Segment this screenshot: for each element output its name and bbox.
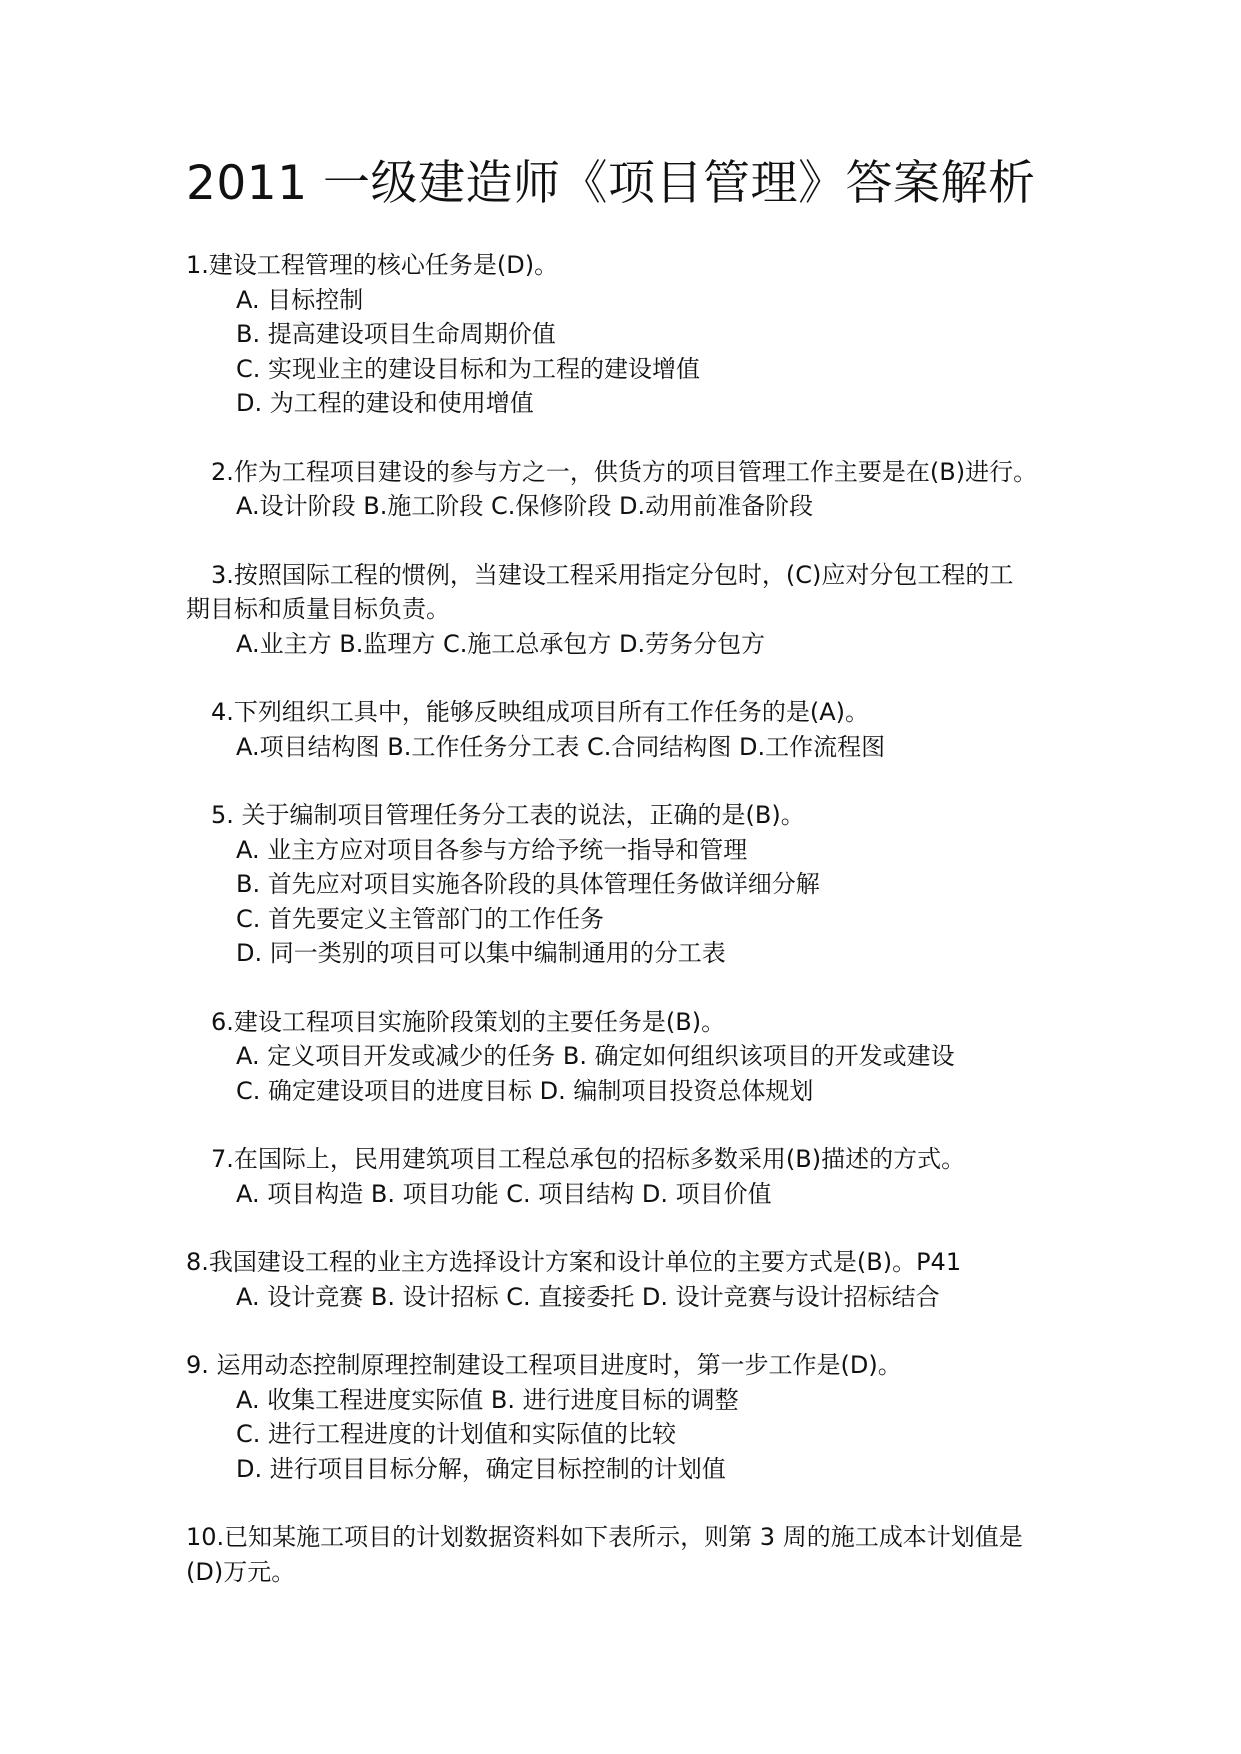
question-option: C. 实现业主的建设目标和为工程的建设增值 bbox=[236, 354, 701, 383]
question-option: A. 收集工程进度实际值 B. 进行进度目标的调整 bbox=[236, 1385, 739, 1414]
question-stem: 1.建设工程管理的核心任务是(D)。 bbox=[186, 251, 559, 279]
question-option: D. 为工程的建设和使用增值 bbox=[236, 389, 534, 417]
question-stem: 9. 运用动态控制原理控制建设工程项目进度时，第一步工作是(D)。 bbox=[186, 1351, 902, 1379]
question-option: A.项目结构图 B.工作任务分工表 C.合同结构图 D.工作流程图 bbox=[236, 732, 886, 761]
question-option: C. 进行工程进度的计划值和实际值的比较 bbox=[236, 1420, 677, 1448]
question-3 bbox=[186, 558, 1056, 662]
question-option: A. 业主方应对项目各参与方给予统一指导和管理 bbox=[236, 835, 748, 864]
question-option: A. 设计竞赛 B. 设计招标 C. 直接委托 D. 设计竞赛与设计招标结合 bbox=[236, 1282, 940, 1311]
question-stem-continuation: (D)万元。 bbox=[186, 1557, 296, 1586]
question-stem: 7.在国际上，民用建筑项目工程总承包的招标多数采用(B)描述的方式。 bbox=[211, 1145, 966, 1173]
question-1 bbox=[186, 248, 1056, 421]
question-option: A. 定义项目开发或减少的任务 B. 确定如何组织该项目的开发或建设 bbox=[236, 1042, 955, 1070]
question-option: B. 提高建设项目生命周期价值 bbox=[236, 320, 556, 348]
question-4 bbox=[186, 695, 1056, 764]
question-2 bbox=[186, 455, 1056, 524]
question-stem: 2.作为工程项目建设的参与方之一，供货方的项目管理工作主要是在(B)进行。 bbox=[211, 457, 1038, 486]
question-option: D. 同一类别的项目可以集中编制通用的分工表 bbox=[236, 939, 726, 967]
question-option: B. 首先应对项目实施各阶段的具体管理任务做详细分解 bbox=[236, 870, 820, 898]
question-option: D. 进行项目目标分解，确定目标控制的计划值 bbox=[236, 1454, 726, 1483]
question-stem: 3.按照国际工程的惯例，当建设工程采用指定分包时，(C)应对分包工程的工 bbox=[211, 560, 1014, 589]
question-5 bbox=[186, 798, 1056, 971]
question-stem: 4.下列组织工具中，能够反映组成项目所有工作任务的是(A)。 bbox=[211, 698, 870, 726]
question-option: A.业主方 B.监理方 C.施工总承包方 D.劳务分包方 bbox=[236, 629, 766, 658]
question-option: A. 项目构造 B. 项目功能 C. 项目结构 D. 项目价值 bbox=[236, 1179, 772, 1208]
question-option: C. 确定建设项目的进度目标 D. 编制项目投资总体规划 bbox=[236, 1076, 814, 1105]
question-10 bbox=[186, 1520, 1056, 1589]
question-8 bbox=[186, 1245, 1056, 1314]
question-stem: 5. 关于编制项目管理任务分工表的说法，正确的是(B)。 bbox=[211, 801, 805, 829]
question-option: A.设计阶段 B.施工阶段 C.保修阶段 D.动用前准备阶段 bbox=[236, 492, 814, 520]
question-stem-continuation: 期目标和质量目标负责。 bbox=[186, 595, 450, 623]
question-7 bbox=[186, 1142, 1056, 1211]
question-6 bbox=[186, 1005, 1056, 1109]
question-9 bbox=[186, 1348, 1056, 1486]
question-list bbox=[186, 248, 1056, 1623]
question-stem: 6.建设工程项目实施阶段策划的主要任务是(B)。 bbox=[211, 1007, 726, 1036]
question-option: A. 目标控制 bbox=[236, 285, 364, 314]
question-stem: 10.已知某施工项目的计划数据资料如下表所示，则第 3 周的施工成本计划值是 bbox=[186, 1523, 1023, 1551]
question-option: C. 首先要定义主管部门的工作任务 bbox=[236, 904, 605, 933]
question-stem: 8.我国建设工程的业主方选择设计方案和设计单位的主要方式是(B)。P41 bbox=[186, 1248, 962, 1276]
document-title: 2011 一级建造师《项目管理》答案解析 bbox=[186, 156, 1036, 211]
